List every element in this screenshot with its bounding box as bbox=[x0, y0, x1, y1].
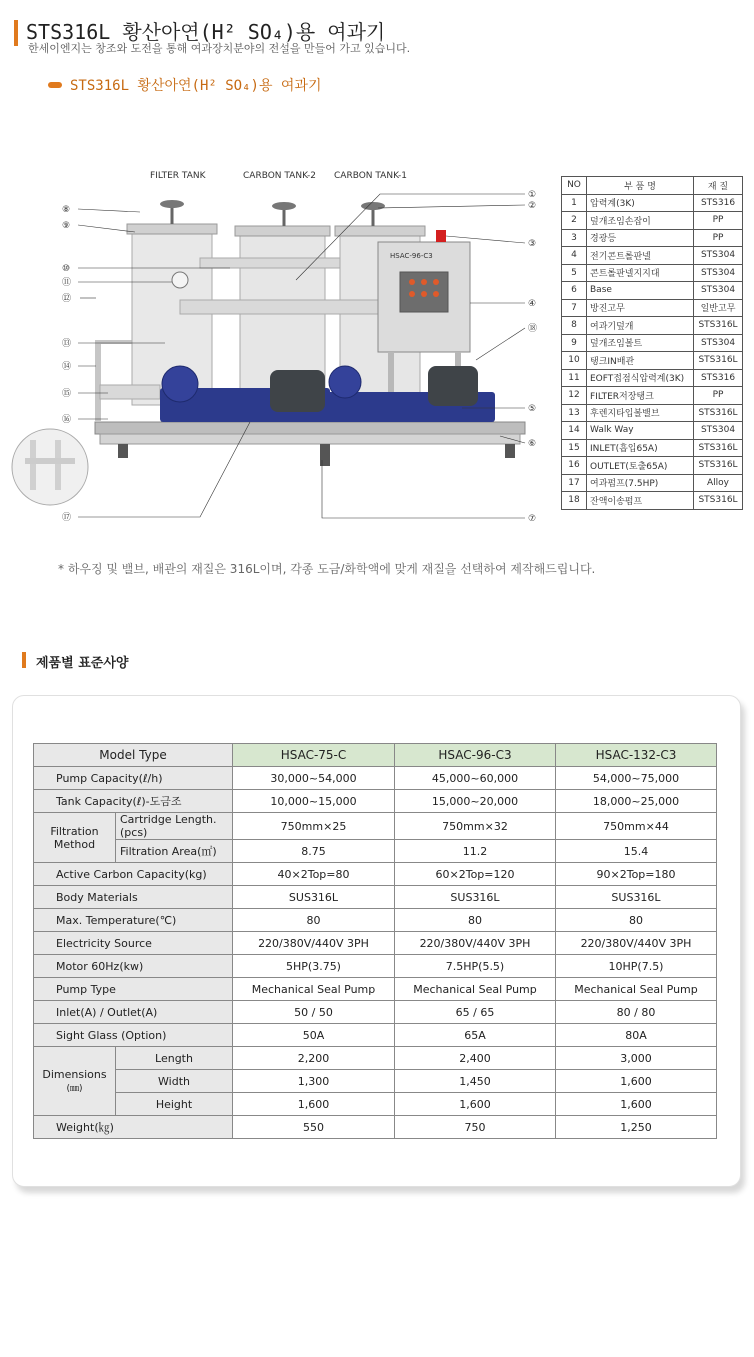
parts-row-name: 덮개조임볼트 bbox=[587, 334, 694, 352]
tank-label-carbon-1: CARBON TANK-1 bbox=[334, 171, 408, 181]
spec-row-carbon bbox=[34, 863, 717, 886]
callout-15: ⑮ bbox=[62, 389, 72, 399]
parts-row bbox=[562, 264, 743, 282]
spec-row-weight bbox=[34, 1116, 717, 1139]
spec-row-pump-capacity bbox=[34, 767, 717, 790]
spec-label: Max. Temperature(℃) bbox=[34, 909, 233, 932]
spec-label: Length bbox=[116, 1047, 233, 1070]
spec-row-tank-capacity bbox=[34, 790, 717, 813]
spec-row-filtration-area bbox=[34, 840, 717, 863]
callout-9: ⑨ bbox=[62, 221, 71, 231]
parts-row-no: 7 bbox=[562, 299, 587, 317]
parts-row-material: PP bbox=[694, 229, 743, 247]
spec-row-max-temp bbox=[34, 909, 717, 932]
spec-value: 30,000~54,000 bbox=[233, 767, 395, 790]
spec-model: HSAC-132-C3 bbox=[556, 744, 717, 767]
callout-5: ⑤ bbox=[528, 404, 537, 414]
parts-row-no: 5 bbox=[562, 264, 587, 282]
parts-header-no: NO bbox=[562, 177, 587, 195]
parts-row-no: 9 bbox=[562, 334, 587, 352]
parts-row-no: 8 bbox=[562, 317, 587, 335]
parts-row-name: Walk Way bbox=[587, 422, 694, 440]
spec-row-height bbox=[34, 1093, 717, 1116]
parts-row-material: STS304 bbox=[694, 282, 743, 300]
machine-diagram bbox=[0, 160, 560, 540]
parts-row-name: 덮개조임손잡이 bbox=[587, 212, 694, 230]
parts-row-material: STS304 bbox=[694, 334, 743, 352]
parts-table bbox=[561, 176, 743, 510]
spec-title: 제품별 표준사양 bbox=[36, 656, 129, 671]
panel-model-label: HSAC-96-C3 bbox=[390, 252, 433, 260]
spec-value: 90×2Top=180 bbox=[556, 863, 717, 886]
spec-value: 2,200 bbox=[233, 1047, 395, 1070]
spec-value: 2,400 bbox=[395, 1047, 556, 1070]
parts-row bbox=[562, 194, 743, 212]
spec-model-label: Model Type bbox=[34, 744, 233, 767]
spec-value: Mechanical Seal Pump bbox=[556, 978, 717, 1001]
spec-label: Motor 60Hz(kw) bbox=[34, 955, 233, 978]
spec-value: 80 bbox=[395, 909, 556, 932]
spec-value: 220/380V/440V 3PH bbox=[395, 932, 556, 955]
filtration-label-line2: Method bbox=[53, 837, 96, 851]
spec-row-width bbox=[34, 1070, 717, 1093]
parts-row bbox=[562, 457, 743, 475]
spec-value: 60×2Top=120 bbox=[395, 863, 556, 886]
spec-value: SUS316L bbox=[233, 886, 395, 909]
callout-14: ⑭ bbox=[62, 362, 72, 372]
spec-value: 1,300 bbox=[233, 1070, 395, 1093]
section-title: STS316L 황산아연(H² SO₄)용 여과기 bbox=[70, 78, 322, 94]
spec-value: 220/380V/440V 3PH bbox=[233, 932, 395, 955]
parts-row bbox=[562, 474, 743, 492]
parts-row-name: 탱크IN배관 bbox=[587, 352, 694, 370]
material-note: * 하우징 및 밸브, 배관의 재질은 316L이며, 각종 도금/화학액에 맞게 재질을 선택하여 제작해드립니다. bbox=[58, 562, 596, 576]
page-subtitle: 한세이엔지는 창조와 도전을 통해 여과장치분야의 전설을 만들어 가고 있습니다. bbox=[28, 42, 411, 55]
spec-value: 1,600 bbox=[395, 1093, 556, 1116]
parts-row-no: 2 bbox=[562, 212, 587, 230]
spec-value: Mechanical Seal Pump bbox=[233, 978, 395, 1001]
parts-row bbox=[562, 387, 743, 405]
page-title: STS316L 황산아연(H² SO₄)용 여과기 bbox=[26, 20, 386, 44]
parts-row bbox=[562, 404, 743, 422]
parts-row-no: 1 bbox=[562, 194, 587, 212]
warning-lamp-icon bbox=[436, 230, 446, 242]
callout-11: ⑪ bbox=[62, 278, 72, 288]
spec-label: Filtration Area(㎡) bbox=[116, 840, 233, 863]
parts-row-name: 잔액이송펌프 bbox=[587, 492, 694, 510]
spec-label: Cartridge Length.(pcs) bbox=[116, 813, 233, 840]
spec-value: 10,000~15,000 bbox=[233, 790, 395, 813]
spec-model: HSAC-75-C bbox=[233, 744, 395, 767]
spec-value: 18,000~25,000 bbox=[556, 790, 717, 813]
filtration-label-line1: Filtration bbox=[50, 824, 99, 838]
parts-row bbox=[562, 422, 743, 440]
spec-value: 50A bbox=[233, 1024, 395, 1047]
spec-label: Weight(㎏) bbox=[34, 1116, 233, 1139]
parts-row-no: 3 bbox=[562, 229, 587, 247]
spec-value: 15,000~20,000 bbox=[395, 790, 556, 813]
spec-header-row bbox=[34, 744, 717, 767]
callout-2: ② bbox=[528, 201, 537, 211]
callout-6: ⑥ bbox=[528, 439, 537, 449]
spec-value: 750 bbox=[395, 1116, 556, 1139]
spec-row-sight bbox=[34, 1024, 717, 1047]
callout-10: ⑩ bbox=[62, 264, 71, 274]
parts-row-no: 10 bbox=[562, 352, 587, 370]
parts-row-no: 11 bbox=[562, 369, 587, 387]
spec-value: 1,600 bbox=[556, 1093, 717, 1116]
spec-value: 40×2Top=80 bbox=[233, 863, 395, 886]
parts-row-material: STS316 bbox=[694, 194, 743, 212]
spec-label: Tank Capacity(ℓ)-도금조 bbox=[34, 790, 233, 813]
spec-value: 54,000~75,000 bbox=[556, 767, 717, 790]
spec-label: Pump Type bbox=[34, 978, 233, 1001]
spec-value: 3,000 bbox=[556, 1047, 717, 1070]
parts-row-name: 여과펌프(7.5HP) bbox=[587, 474, 694, 492]
spec-row-pump-type bbox=[34, 978, 717, 1001]
spec-value: 10HP(7.5) bbox=[556, 955, 717, 978]
parts-row bbox=[562, 352, 743, 370]
parts-row-name: OUTLET(토출65A) bbox=[587, 457, 694, 475]
parts-row-no: 12 bbox=[562, 387, 587, 405]
spec-accent-bar bbox=[22, 652, 26, 668]
parts-row-name: FILTER저장탱크 bbox=[587, 387, 694, 405]
parts-row-material: STS316L bbox=[694, 492, 743, 510]
callout-1: ① bbox=[528, 190, 537, 200]
spec-value: 1,600 bbox=[556, 1070, 717, 1093]
callout-8: ⑧ bbox=[62, 205, 71, 215]
spec-value: 50 / 50 bbox=[233, 1001, 395, 1024]
callout-4: ④ bbox=[528, 299, 537, 309]
parts-row-name: 경광등 bbox=[587, 229, 694, 247]
parts-row bbox=[562, 492, 743, 510]
parts-row bbox=[562, 334, 743, 352]
parts-row-material: Alloy bbox=[694, 474, 743, 492]
spec-value: SUS316L bbox=[395, 886, 556, 909]
spec-row-inlet bbox=[34, 1001, 717, 1024]
parts-row-name: EOFT접점식압력계(3K) bbox=[587, 369, 694, 387]
parts-row-material: STS316L bbox=[694, 457, 743, 475]
spec-value: 750mm×25 bbox=[233, 813, 395, 840]
parts-row-no: 15 bbox=[562, 439, 587, 457]
spec-value: 1,600 bbox=[233, 1093, 395, 1116]
spec-value: SUS316L bbox=[556, 886, 717, 909]
spec-value: 1,250 bbox=[556, 1116, 717, 1139]
callout-17: ⑰ bbox=[62, 513, 72, 523]
section-bullet-icon bbox=[48, 82, 62, 88]
parts-row-name: 콘트롤판넬지지대 bbox=[587, 264, 694, 282]
parts-row-no: 18 bbox=[562, 492, 587, 510]
parts-row-name: 방진고무 bbox=[587, 299, 694, 317]
spec-label: Active Carbon Capacity(kg) bbox=[34, 863, 233, 886]
spec-filtration-label bbox=[34, 813, 116, 863]
parts-row-name: 후렌지타입볼밸브 bbox=[587, 404, 694, 422]
spec-label: Inlet(A) / Outlet(A) bbox=[34, 1001, 233, 1024]
parts-row-no: 14 bbox=[562, 422, 587, 440]
spec-value: Mechanical Seal Pump bbox=[395, 978, 556, 1001]
tank-label-carbon-2: CARBON TANK-2 bbox=[243, 171, 317, 181]
parts-row-no: 6 bbox=[562, 282, 587, 300]
spec-value: 550 bbox=[233, 1116, 395, 1139]
parts-row-material: STS316 bbox=[694, 369, 743, 387]
parts-row-no: 17 bbox=[562, 474, 587, 492]
spec-value: 65A bbox=[395, 1024, 556, 1047]
spec-label: Electricity Source bbox=[34, 932, 233, 955]
spec-row-electricity bbox=[34, 932, 717, 955]
callout-7: ⑦ bbox=[528, 514, 537, 524]
parts-row-no: 4 bbox=[562, 247, 587, 265]
detail-inset bbox=[12, 429, 88, 505]
title-accent-bar bbox=[14, 20, 18, 46]
spec-value: 750mm×44 bbox=[556, 813, 717, 840]
spec-row-body bbox=[34, 886, 717, 909]
spec-value: 45,000~60,000 bbox=[395, 767, 556, 790]
parts-table-header bbox=[562, 177, 743, 195]
parts-row-name: 전기콘트롤판넬 bbox=[587, 247, 694, 265]
parts-row-no: 16 bbox=[562, 457, 587, 475]
callout-18: ⑱ bbox=[528, 324, 538, 334]
spec-label: Sight Glass (Option) bbox=[34, 1024, 233, 1047]
callout-16: ⑯ bbox=[62, 415, 72, 425]
parts-row bbox=[562, 229, 743, 247]
spec-value: 7.5HP(5.5) bbox=[395, 955, 556, 978]
parts-row-material: STS316L bbox=[694, 317, 743, 335]
parts-row bbox=[562, 317, 743, 335]
callout-12: ⑫ bbox=[62, 294, 72, 304]
parts-header-name: 부 품 명 bbox=[587, 177, 694, 195]
spec-table bbox=[33, 743, 717, 1139]
parts-row-material: STS304 bbox=[694, 422, 743, 440]
parts-row-material: PP bbox=[694, 387, 743, 405]
spec-label: Pump Capacity(ℓ/h) bbox=[34, 767, 233, 790]
spec-value: 80 bbox=[556, 909, 717, 932]
parts-row bbox=[562, 282, 743, 300]
tank-label-filter: FILTER TANK bbox=[150, 171, 206, 181]
parts-row bbox=[562, 299, 743, 317]
parts-row-name: 압력계(3K) bbox=[587, 194, 694, 212]
parts-row-material: STS316L bbox=[694, 439, 743, 457]
spec-row-length bbox=[34, 1047, 717, 1070]
callout-13: ⑬ bbox=[62, 339, 72, 349]
spec-value: 8.75 bbox=[233, 840, 395, 863]
spec-value: 11.2 bbox=[395, 840, 556, 863]
callout-3: ③ bbox=[528, 239, 537, 249]
spec-row-motor bbox=[34, 955, 717, 978]
spec-value: 80A bbox=[556, 1024, 717, 1047]
spec-model: HSAC-96-C3 bbox=[395, 744, 556, 767]
parts-row-material: PP bbox=[694, 212, 743, 230]
parts-row-name: 여과기덮개 bbox=[587, 317, 694, 335]
spec-value: 1,450 bbox=[395, 1070, 556, 1093]
dimensions-label-text: Dimensions bbox=[42, 1068, 107, 1081]
spec-value: 15.4 bbox=[556, 840, 717, 863]
parts-row-material: STS316L bbox=[694, 404, 743, 422]
parts-table-body bbox=[562, 194, 743, 509]
spec-label: Height bbox=[116, 1093, 233, 1116]
parts-row bbox=[562, 439, 743, 457]
parts-row-material: STS304 bbox=[694, 264, 743, 282]
spec-value: 80 / 80 bbox=[556, 1001, 717, 1024]
parts-row bbox=[562, 247, 743, 265]
spec-value: 750mm×32 bbox=[395, 813, 556, 840]
spec-value: 65 / 65 bbox=[395, 1001, 556, 1024]
spec-label: Width bbox=[116, 1070, 233, 1093]
parts-row-name: INLET(흡입65A) bbox=[587, 439, 694, 457]
spec-value: 220/380V/440V 3PH bbox=[556, 932, 717, 955]
parts-row-material: STS316L bbox=[694, 352, 743, 370]
parts-row-name: Base bbox=[587, 282, 694, 300]
parts-header-material: 재 질 bbox=[694, 177, 743, 195]
parts-row-no: 13 bbox=[562, 404, 587, 422]
spec-dimensions-label bbox=[34, 1047, 116, 1116]
parts-row-material: STS304 bbox=[694, 247, 743, 265]
spec-row-cartridge bbox=[34, 813, 717, 840]
parts-row bbox=[562, 212, 743, 230]
spec-label: Body Materials bbox=[34, 886, 233, 909]
spec-value: 80 bbox=[233, 909, 395, 932]
spec-value: 5HP(3.75) bbox=[233, 955, 395, 978]
parts-row-material: 일반고무 bbox=[694, 299, 743, 317]
dimensions-unit-text: (㎜) bbox=[66, 1084, 83, 1094]
parts-row bbox=[562, 369, 743, 387]
